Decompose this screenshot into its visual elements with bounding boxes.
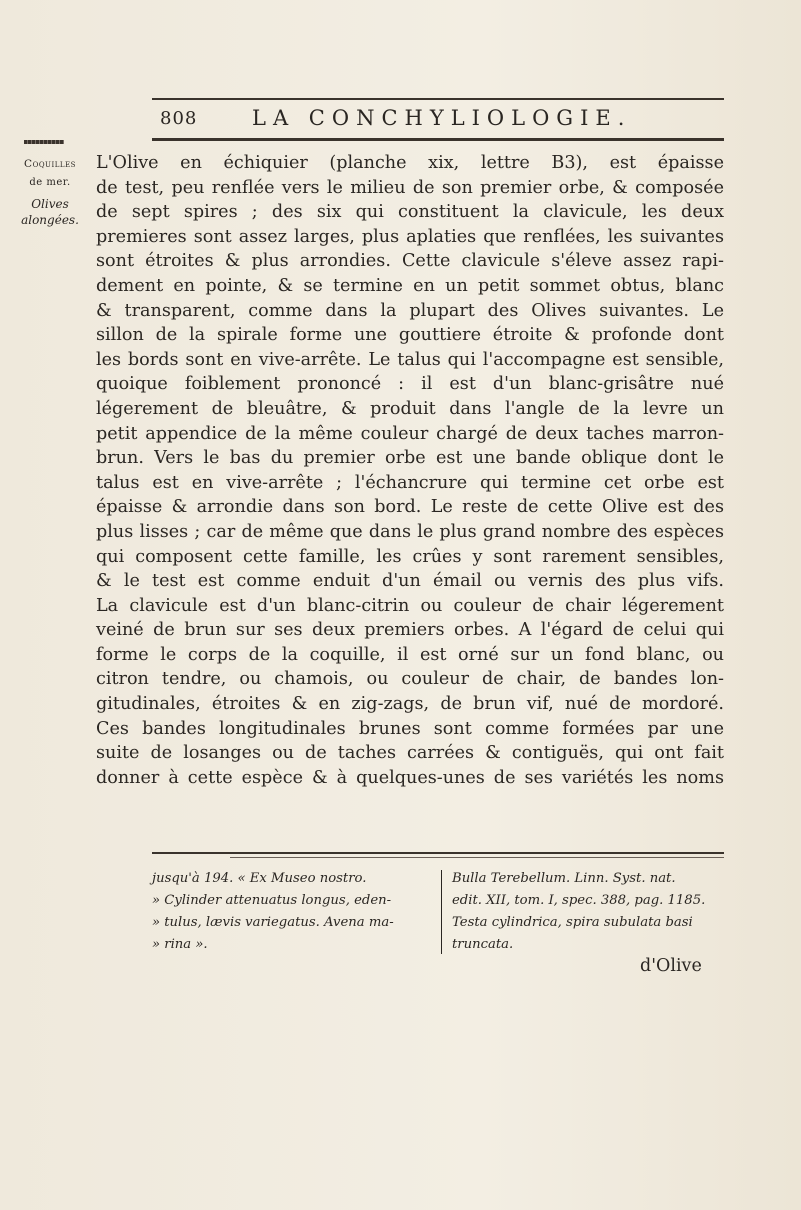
footnote-right bbox=[452, 868, 727, 956]
footnote-rule-thin bbox=[230, 857, 724, 858]
body-line: forme le corps de la coquille, il est orné sur un fond blanc, ou bbox=[96, 644, 724, 665]
page-header bbox=[152, 104, 724, 134]
body-line: légerement de bleuâtre, & produit dans l'angle de la levre un bbox=[96, 398, 724, 419]
margin-note-line: alongées. bbox=[21, 213, 79, 227]
body-line: de sept spires ; des six qui constituent la clavicule, les deux bbox=[96, 202, 724, 223]
margin-note-line: Olives bbox=[31, 197, 69, 211]
catchword: d'Olive bbox=[640, 956, 702, 976]
footnote-left bbox=[152, 868, 428, 956]
footnote-line: Bulla Terebellum. Linn. Syst. nat. bbox=[452, 871, 676, 886]
body-line: sillon de la spirale forme une gouttiere étroite & profonde dont bbox=[96, 325, 724, 346]
top-rule bbox=[152, 98, 724, 100]
running-head: LA CONCHYLIOLOGIE. bbox=[252, 106, 632, 130]
footnote-line: truncata. bbox=[452, 937, 514, 952]
body-line: Ces bandes longitudinales brunes sont comme formées par une bbox=[96, 718, 724, 739]
footnote-rule bbox=[152, 852, 724, 854]
body-line: quoique foiblement prononcé : il est d'un blanc-grisâtre nué bbox=[96, 374, 724, 395]
body-text bbox=[96, 151, 724, 790]
body-line: talus est en vive-arrête ; l'échancrure qui termine cet orbe est bbox=[96, 472, 724, 493]
margin-note-line: de mer. bbox=[29, 177, 71, 188]
margin-rule bbox=[24, 140, 64, 144]
body-line: donner à cette espèce & à quelques-unes de ses variétés les noms bbox=[96, 767, 724, 788]
body-line: & transparent, comme dans la plupart des Olives suivantes. Le bbox=[96, 300, 724, 321]
body-line: L'Olive en échiquier (planche xix, lettre B3), est épaisse bbox=[96, 153, 724, 173]
footnote-line: » rina ». bbox=[152, 937, 208, 952]
margin-note bbox=[20, 156, 80, 228]
body-line: plus lisses ; car de même que dans le plus grand nombre des espèces bbox=[96, 521, 724, 542]
header-rule bbox=[152, 138, 724, 141]
body-line: premieres sont assez larges, plus aplaties que renflées, les suivantes bbox=[96, 226, 724, 247]
body-line: veiné de brun sur ses deux premiers orbes. A l'égard de celui qui bbox=[96, 620, 724, 641]
body-line: les bords sont en vive-arrête. Le talus qui l'accompagne est sensible, bbox=[96, 349, 724, 370]
body-line: & le test est comme enduit d'un émail ou vernis des plus vifs. bbox=[96, 571, 724, 592]
body-line: La clavicule est d'un blanc-citrin ou couleur de chair légerement bbox=[96, 595, 724, 616]
footnote-line: jusqu'à 194. « Ex Museo nostro. bbox=[152, 871, 367, 886]
body-line: citron tendre, ou chamois, ou couleur de chair, de bandes lon- bbox=[96, 669, 724, 690]
body-line: petit appendice de la même couleur chargé de deux taches marron- bbox=[96, 423, 724, 444]
margin-note-line: Coquilles bbox=[24, 158, 76, 170]
body-line: de test, peu renflée vers le milieu de son premier orbe, & composée bbox=[96, 177, 724, 198]
page-number: 808 bbox=[160, 108, 198, 129]
body-line: qui composent cette famille, les crûes y sont rarement sensibles, bbox=[96, 546, 724, 567]
footnote-line: » Cylinder attenuatus longus, eden- bbox=[152, 893, 392, 908]
footnote-divider bbox=[441, 870, 442, 954]
body-line: gitudinales, étroites & en zig-zags, de brun vif, nué de mordoré. bbox=[96, 694, 724, 715]
footnote-line: » tulus, lævis variegatus. Avena ma- bbox=[152, 915, 394, 930]
footnote-line: edit. XII, tom. I, spec. 388, pag. 1185. bbox=[452, 893, 706, 908]
body-line: suite de losanges ou de taches carrées & contiguës, qui ont fait bbox=[96, 743, 724, 764]
body-line: sont étroites & plus arrondies. Cette clavicule s'éleve assez rapi- bbox=[96, 251, 724, 272]
body-line: brun. Vers le bas du premier orbe est une bande oblique dont le bbox=[96, 448, 724, 469]
footnote-line: Testa cylindrica, spira subulata basi bbox=[452, 915, 693, 930]
body-line: dement en pointe, & se termine en un petit sommet obtus, blanc bbox=[96, 275, 724, 296]
body-line: épaisse & arrondie dans son bord. Le reste de cette Olive est des bbox=[96, 497, 724, 518]
